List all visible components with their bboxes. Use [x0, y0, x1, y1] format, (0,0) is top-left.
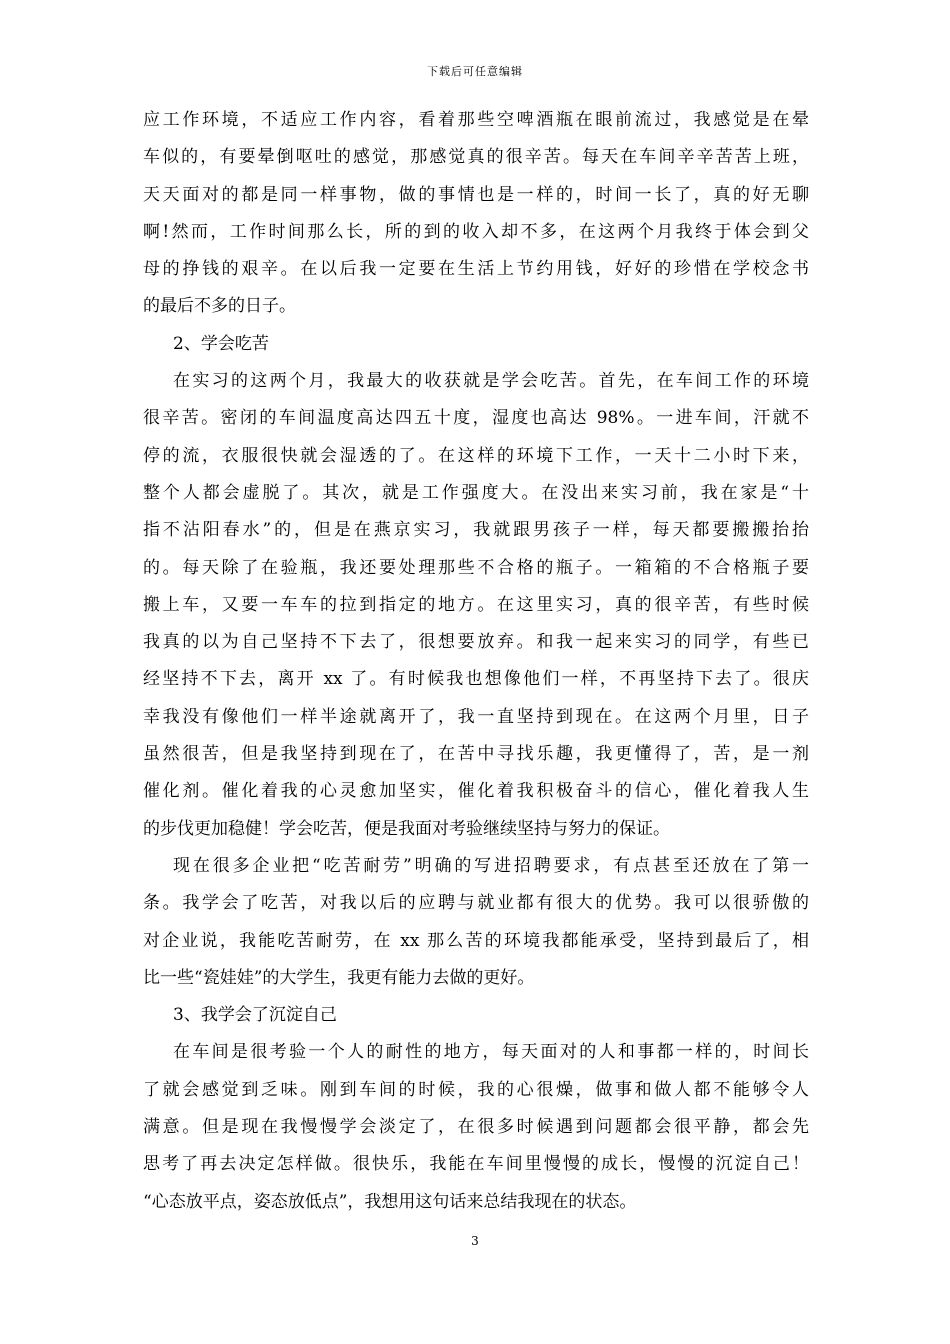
text-line: 催化剂。催化着我的心灵愈加坚实，催化着我积极奋斗的信心，催化着我人生 [143, 781, 809, 802]
text-line: 停的流，衣服很快就会湿透的了。在这样的环境下工作，一天十二小时下来， [143, 445, 809, 466]
text-line: 现在很多企业把“吃苦耐劳”明确的写进招聘要求，有点甚至还放在了第一 [173, 855, 809, 876]
text-line: 很辛苦。密闭的车间温度高达四五十度，湿度也高达 98%。一进车间，汗就不 [143, 408, 809, 429]
text-line: 比一些“瓷娃娃”的大学生，我更有能力去做的更好。 [143, 967, 535, 988]
text-line: “心态放平点，姿态放低点”，我想用这句话来总结我现在的状态。 [143, 1191, 637, 1212]
text-line: 的。每天除了在验瓶，我还要处理那些不合格的瓶子。一箱箱的不合格瓶子要 [143, 557, 809, 578]
text-line: 指不沾阳春水”的，但是在燕京实习，我就跟男孩子一样，每天都要搬搬抬抬 [143, 520, 809, 541]
text-line: 车似的，有要晕倒呕吐的感觉，那感觉真的很辛苦。每天在车间辛辛苦苦上班， [143, 147, 809, 168]
text-line: 在车间是很考验一个人的耐性的地方，每天面对的人和事都一样的，时间长 [173, 1042, 809, 1063]
text-line: 我真的以为自己坚持不下去了，很想要放弃。和我一起来实习的同学，有些已 [143, 632, 809, 653]
text-line: 对企业说，我能吃苦耐劳，在 xx 那么苦的环境我都能承受，坚持到最后了，相 [143, 930, 809, 951]
page-header: 下载后可任意编辑 [427, 65, 523, 78]
text-line: 的步伐更加稳健！学会吃苦，便是我面对考验继续坚持与努力的保证。 [143, 818, 670, 839]
text-line: 条。我学会了吃苦，对我以后的应聘与就业都有很大的优势。我可以很骄傲的 [143, 893, 809, 914]
text-line: 虽然很苦，但是我坚持到现在了，在苦中寻找乐趣，我更懂得了，苦，是一剂 [143, 744, 809, 765]
text-line: 经坚持不下去，离开 xx 了。有时候我也想像他们一样，不再坚持下去了。很庆 [143, 669, 809, 690]
text-line: 的最后不多的日子。 [143, 296, 296, 317]
text-line: 应工作环境，不适应工作内容，看着那些空啤酒瓶在眼前流过，我感觉是在晕 [143, 110, 809, 130]
page-number: 3 [471, 1234, 479, 1248]
text-line: 在实习的这两个月，我最大的收获就是学会吃苦。首先，在车间工作的环境 [173, 371, 809, 392]
text-line: 母的挣钱的艰辛。在以后我一定要在生活上节约用钱，好好的珍惜在学校念书 [143, 259, 809, 280]
text-line: 幸我没有像他们一样半途就离开了，我一直坚持到现在。在这两个月里，日子 [143, 706, 809, 727]
section-heading: 2、学会吃苦 [173, 333, 269, 354]
text-line: 天天面对的都是同一样事物，做的事情也是一样的，时间一长了，真的好无聊 [143, 184, 809, 205]
text-line: 搬上车，又要一车车的拉到指定的地方。在这里实习，真的很辛苦，有些时候 [143, 594, 809, 615]
document-body [143, 102, 809, 1221]
text-line: 思考了再去决定怎样做。很快乐，我能在车间里慢慢的成长，慢慢的沉淀自己！ [143, 1154, 809, 1175]
text-line: 了就会感觉到乏味。刚到车间的时候，我的心很燥，做事和做人都不能够令人 [143, 1079, 809, 1100]
section-heading: 3、我学会了沉淀自己 [173, 1005, 337, 1026]
text-line: 满意。但是现在我慢慢学会淡定了，在很多时候遇到问题都会很平静，都会先 [143, 1117, 809, 1138]
text-line: 整个人都会虚脱了。其次，就是工作强度大。在没出来实习前，我在家是“十 [143, 482, 809, 503]
text-line: 啊!然而，工作时间那么长，所的到的收入却不多，在这两个月我终于体会到父 [143, 221, 809, 242]
